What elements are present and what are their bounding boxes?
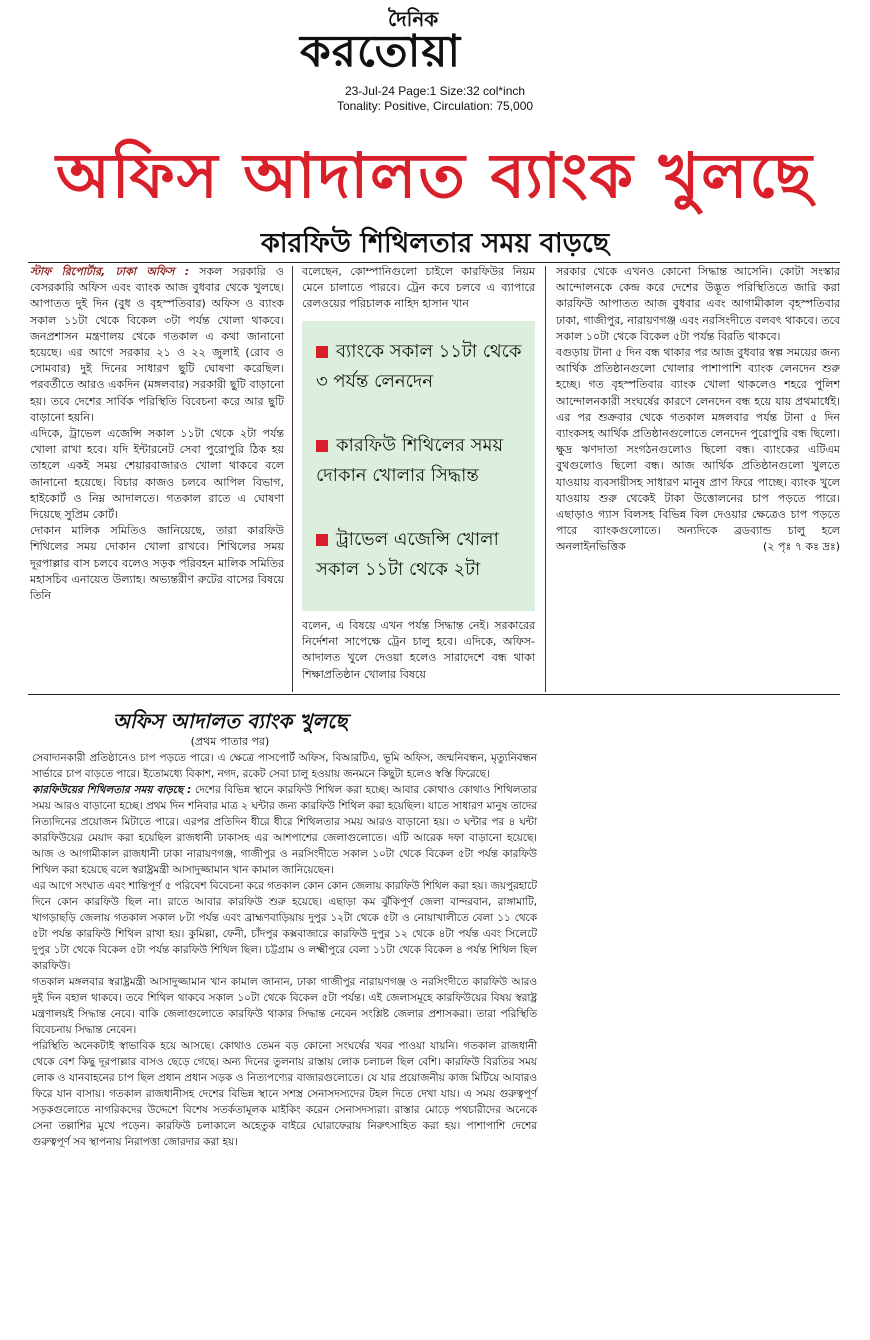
- article-column-2-bottom: বলেন, এ বিষয়ে এখন পর্যন্ত সিদ্ধান্ত নেই। সরকারের নির্দেশনা সাপেক্ষে ট্রেন চালু হবে। এদিকে, অফিস-আদালত খুলে দেওয়া হলেও সারাদেশে বন্ধ থাকা শিক্ষাপ্রতিষ্ঠান খোলার বিষয়ে: [302, 619, 535, 681]
- continuation-para-4: গতকাল মঙ্গলবার স্বরাষ্ট্রমন্ত্রী আসাদুজ্জামান খান কামাল জানান, ঢাকা গাজীপুর নারায়ণগঞ্জ ও নরসিংদীতে কারফিউ আরও দুই দিন বহাল থাকবে। তবে শিথিল থাকবে সকাল ১০টা থেকে বিকেল ৫টা পর্যন্ত। এই জেলাসমূহে কারফিউয়ের বিষয় স্বরাষ্ট্র মন্ত্রণালয়ই সিদ্ধান্ত নেবে। বাকি জেলাগুলোতে কারফিউ থাকার সিদ্ধান্ত নেবেন সংশ্লিষ্ট জেলার প্রশাসকরা। তারা পরিস্থিতি বিবেচনায় সিদ্ধান্ত নেবেন।: [32, 976, 537, 1036]
- continuation-para-2: [32, 782, 537, 878]
- masthead-logo: করতোয়া: [300, 26, 462, 77]
- continuation-body: [32, 750, 537, 1150]
- masthead-small-text: দৈনিক: [388, 7, 439, 31]
- clipping-meta-line2: Tonality: Positive, Circulation: 75,000: [336, 99, 534, 113]
- highlight-item: [316, 337, 526, 397]
- column-1-para-3: দোকান মালিক সমিতিও জানিয়েছে, তারা কারফিউ শিথিলের সময় দোকান খোলা রাখবে। শিথিলের সময় দূরপাল্লার বাস চলবে বলেও সড়ক পরিবহন মালিক সমিতির মহাসচিব এনায়েত উল্যাহ। অভ্যন্তরীণ রুটের বাসের বিষয়ে তিনি: [30, 524, 284, 603]
- article-column-1: [30, 264, 284, 604]
- square-bullet-icon: [316, 440, 328, 452]
- article-bottom-divider: [28, 694, 840, 695]
- header-divider: [28, 262, 840, 263]
- column-3-para-2-text: বগুড়ায় টানা ৫ দিন বন্ধ থাকার পর আজ বুধবার স্বল্প সময়ের জন্য আর্থিক প্রতিষ্ঠানগুলো খোলার পাশাপাশি ব্যাংক লেনদেন শুরু হচ্ছে। গত বৃহস্পতিবার ব্যাংক খোলা থাকলেও শহরে পুলিশ আন্দোলনকারী সংঘর্ষের কারণে লেনদেন বন্ধ হয়ে যায় প্রথমার্ধেই। এর পর শুক্রবার থেকে গতকাল মঙ্গলবার পর্যন্ত টানা ৫ দিন ব্যাংকসহ আর্থিক প্রতিষ্ঠানগুলোতে লেনদেন পুরোপুরি বন্ধ ছিলো। ক্ষুদ্র ঋণদাতা সংগঠনগুলোও ছিলো বন্ধ। ব্যাংকের এটিএম বুথগুলোও ছিলো বন্ধ। আজ আর্থিক প্রতিষ্ঠানগুলো খুলতে যাওয়ায় ব্যবসায়ীসহ সাধারণ মানুষ প্রাণ ফিরে পাচ্ছে। ব্যাংক খুলে যাওয়ায় শুরু থেকেই টাকা উত্তোলনের চাপ পড়তে পারে। এছাড়াও গ্যাস বিলসহ বিভিন্ন বিল দেওয়ার ক্ষেত্রেও চাপ পড়তে পারে ব্যাংকগুলোতে। অন্যদিকে ব্রডব্যান্ড চালু হলে অনলাইনভিত্তিক: [556, 346, 840, 554]
- highlight-text: ট্রাভেল এজেন্সি খোলা সকাল ১১টা থেকে ২টা: [316, 529, 499, 580]
- headline: অফিস আদালত ব্যাংক খুলছে: [56, 139, 814, 212]
- continuation-para-5: পরিস্থিতি অনেকটাই স্বাভাবিক হয়ে আসছে। কোথাও তেমন বড় কোনো সংঘর্ষের খবর পাওয়া যায়নি। গতকাল রাজধানী থেকে বেশ কিছু দূরপাল্লার বাসও ছেড়ে গেছে। অন্য দিনের তুলনায় রাস্তায় লোক চলাচল ছিল বেশি। কারফিউ বিরতির সময় লোক ও যানবাহনের চাপ ছিল প্রধান প্রধান সড়ক ও নিত্যপণ্যের বাজারগুলোতে। যে যার প্রয়োজনীয় কাজ মিটিয়ে আবারও ফিরে যান বাসায়। গতকাল রাজধানীসহ দেশের বিভিন্ন স্থানে সশস্ত্র সেনাসদস্যদের টহল দিতে দেখা যায়। এ সময় গুরুত্বপূর্ণ সড়কগুলোতে নাগরিকদের উদ্দেশে বিশেষ সতর্কতামূলক মাইকিং করেন সেনাসদস্যরা। রাস্তার মোড়ে পথচারীদের অনেকে সেনা তল্লাশির মুখে পড়েন। কারফিউ চলাকালে অহেতুক বাইরে ঘোরাফেরায় নিরুৎসাহিত করা হয়। পাশাপাশি দেশের গুরুত্বপূর্ণ সব স্থাপনায় নিরাপত্তা জোরদার করা হয়।: [32, 1040, 537, 1148]
- continuation-title: অফিস আদালত ব্যাংক খুলছে: [112, 709, 348, 733]
- square-bullet-icon: [316, 346, 328, 358]
- column-1-para-2: এদিকে, ট্রাভেল এজেন্সি সকাল ১১টা থেকে ২টা পর্যন্ত খোলা রাখা হবে। যদি ইন্টারনেট সেবা পুরোপুরি ঠিক হয় তাহলে একই সময় শেয়ারবাজারও খোলা থাকবে বলে জানানো হয়েছে। বিচার কাজও চলবে আপিল বিভাগ, হাইকোর্ট ও নিম্ন আদালতে। গতকাল রাতে এ ঘোষণা দিয়েছে সুপ্রিম কোর্ট।: [30, 427, 284, 522]
- highlight-item: [316, 525, 526, 585]
- section-lead: কারফিউয়ের শিথিলতার সময় বাড়ছে :: [32, 784, 192, 796]
- continuation-para-3: এর আগে সংঘাত এবং শান্তিপূর্ণ ৫ পরিবেশ বিবেচনা করে গতকাল কোন কোন জেলায় কারফিউ শিথিল করা হয়। জয়পুরহাটে দিনে কোন কারফিউ ছিল না। রাতে আবার কারফিউ শুরু হয়েছে। এছাড়া কম ঝুঁকিপূর্ণ জেলা বান্দরবান, রাঙ্গামাটি, খাগড়াছড়ি জেলায় গতকাল সকাল ৮টা পর্যন্ত এবং ব্রাহ্মণবাড়িয়ায় দুপুর ১২টা থেকে ৫টা ও নোয়াখালীতে বেলা ১১ থেকে ৫টা পর্যন্ত কারফিউ শিথিল রাখা হয়। কুমিল্লা, ফেনী, চাঁদপুর কক্সবাজারে কারফিউ দুপুর ১২ থেকে ৪টা পর্যন্ত এবং সিলেটে দুপুর ১টা থেকে বিকেল ৫টা পর্যন্ত কারফিউ শিথিল ছিল। চট্টগ্রাম ও লক্ষ্মীপুরে বেলা ১১টা থেকে বিকেল ৪ পর্যন্ত শিথিল ছিল কারফিউ।: [32, 880, 537, 972]
- continuation-para-2-text: দেশের বিভিন্ন স্থানে কারফিউ শিথিল করা হচ্ছে। আবার কোথাও কোথাও শিথিলতার সময় আরও বাড়ানো হচ্ছে। প্রথম দিন শনিবার মাত্র ২ ঘন্টার জন্য কারফিউ শিথিল করা হয়েছিল। যাতে সাধারণ মানুষ তাদের নিত্যদিনের প্রয়োজন মিটাতে পারে। এরপর প্রতিদিন ধীরে ধীরে শিথিলতার সময় আরও বাড়ানো হয়। ৩ ঘন্টার পর ৪ ঘন্টা কারফিউয়ের মেয়াদ করা হয়েছিল রাজধানী ঢাকাসহ এর আশপাশের জেলাগুলোতে। এটি আরেক দফা বাড়ানো হয়েছে। আজ ও আগামীকাল রাজধানী ঢাকা নারায়ণগঞ্জ, গাজীপুর ও নরসিংদীতে সকাল ১০টা থেকে বিকেল ৫টা পর্যন্ত কারফিউ শিথিল করা হয়েছে বলে স্বরাষ্ট্রমন্ত্রী আসাদুজ্জামান খান কামাল জানিয়েছেন।: [32, 784, 537, 876]
- column-3-para-1: সরকার থেকে এখনও কোনো সিদ্ধান্ত আসেনি। কোটা সংস্কার আন্দোলনকে কেন্দ্র করে দেশের উদ্ভূত পরিস্থিতিতে জারি করা কারফিউ আপাতত আজ বুধবার এবং আগামীকাল বৃহস্পতিবার ঢাকা, গাজীপুর, নারায়ণগঞ্জ এবং নরসিংদীতে বলবৎ থাকবে। তবে সকাল ১০টা থেকে বিকেল ৫টা পর্যন্ত বিরতি থাকবে।: [556, 265, 840, 343]
- column-divider-2: [545, 266, 546, 692]
- column-1-para-1-text: সকল সরকারি ও বেসরকারি অফিস এবং ব্যাংক আজ বুধবার থেকে খুলছে। আপাতত দুই দিন (বুধ ও বৃহস্পতিবার) অফিস ও ব্যাংক সকাল ১১টা থেকে বিকেল ৩টা পর্যন্ত খোলা থাকবে। জনপ্রশাসন মন্ত্রণালয় থেকে গতকাল এ কথা জানানো হয়েছে। এর আগে সরকার ২১ ও ২২ জুলাই (রোব ও সোমবার) দুই দিনের সাধারণ ছুটি ঘোষণা করেছিল। পরবর্তীতে আরও একদিন (মঙ্গলবার) সরকারী ছুটি বাড়ানো হয়। তবে দেশের সার্বিক পরিস্থিতি বিবেচনা করে আর ছুটি বাড়ানো হয়নি।: [30, 265, 284, 424]
- square-bullet-icon: [316, 534, 328, 546]
- subheadline: কারফিউ শিথিলতার সময় বাড়ছে: [260, 228, 610, 259]
- article-column-2-top: বলেছেন, কোম্পানিগুলো চাইলে কারফিউর নিয়ম মেনে চালাতে পারবে। ট্রেন কবে চলবে এ ব্যাপারে রেলওয়ের পরিচালক নাহিদ হাসান খান: [302, 265, 535, 311]
- column-3-para-2: [556, 345, 840, 556]
- byline: স্টাফ রিপোর্টার, ঢাকা অফিস :: [30, 265, 190, 278]
- highlight-text: কারফিউ শিথিলের সময় দোকান খোলার সিদ্ধান্ত: [316, 435, 504, 486]
- highlight-text: ব্যাংকে সকাল ১১টা থেকে ৩ পর্যন্ত লেনদেন: [316, 341, 522, 392]
- continuation-from-label: (প্রথম পাতার পর): [190, 735, 270, 748]
- highlight-box: [302, 321, 535, 611]
- continued-on-label: (২ পৃঃ ৭ কঃ দ্রঃ): [763, 540, 840, 554]
- column-divider-1: [292, 266, 293, 692]
- article-column-3: [556, 264, 840, 556]
- column-1-para-1: [30, 264, 284, 426]
- clipping-meta-line1: 23-Jul-24 Page:1 Size:32 col*inch: [344, 84, 526, 98]
- highlight-item: [316, 431, 526, 491]
- continuation-para-1: সেবাদানকারী প্রতিষ্ঠানেও চাপ পড়তে পারে। এ ক্ষেত্রে পাসপোর্ট অফিস, বিআরটিএ, ভূমি অফিস, জন্মনিবন্ধন, মৃত্যুনিবন্ধন সার্ভারে চাপ বাড়তে পারে। ইতোমধ্যে বিকাশ, নগদ, রকেট সেবা চালু হওয়ায় জনমনে কিছুটা হলেও স্বস্তি ফিরেছে।: [32, 752, 537, 780]
